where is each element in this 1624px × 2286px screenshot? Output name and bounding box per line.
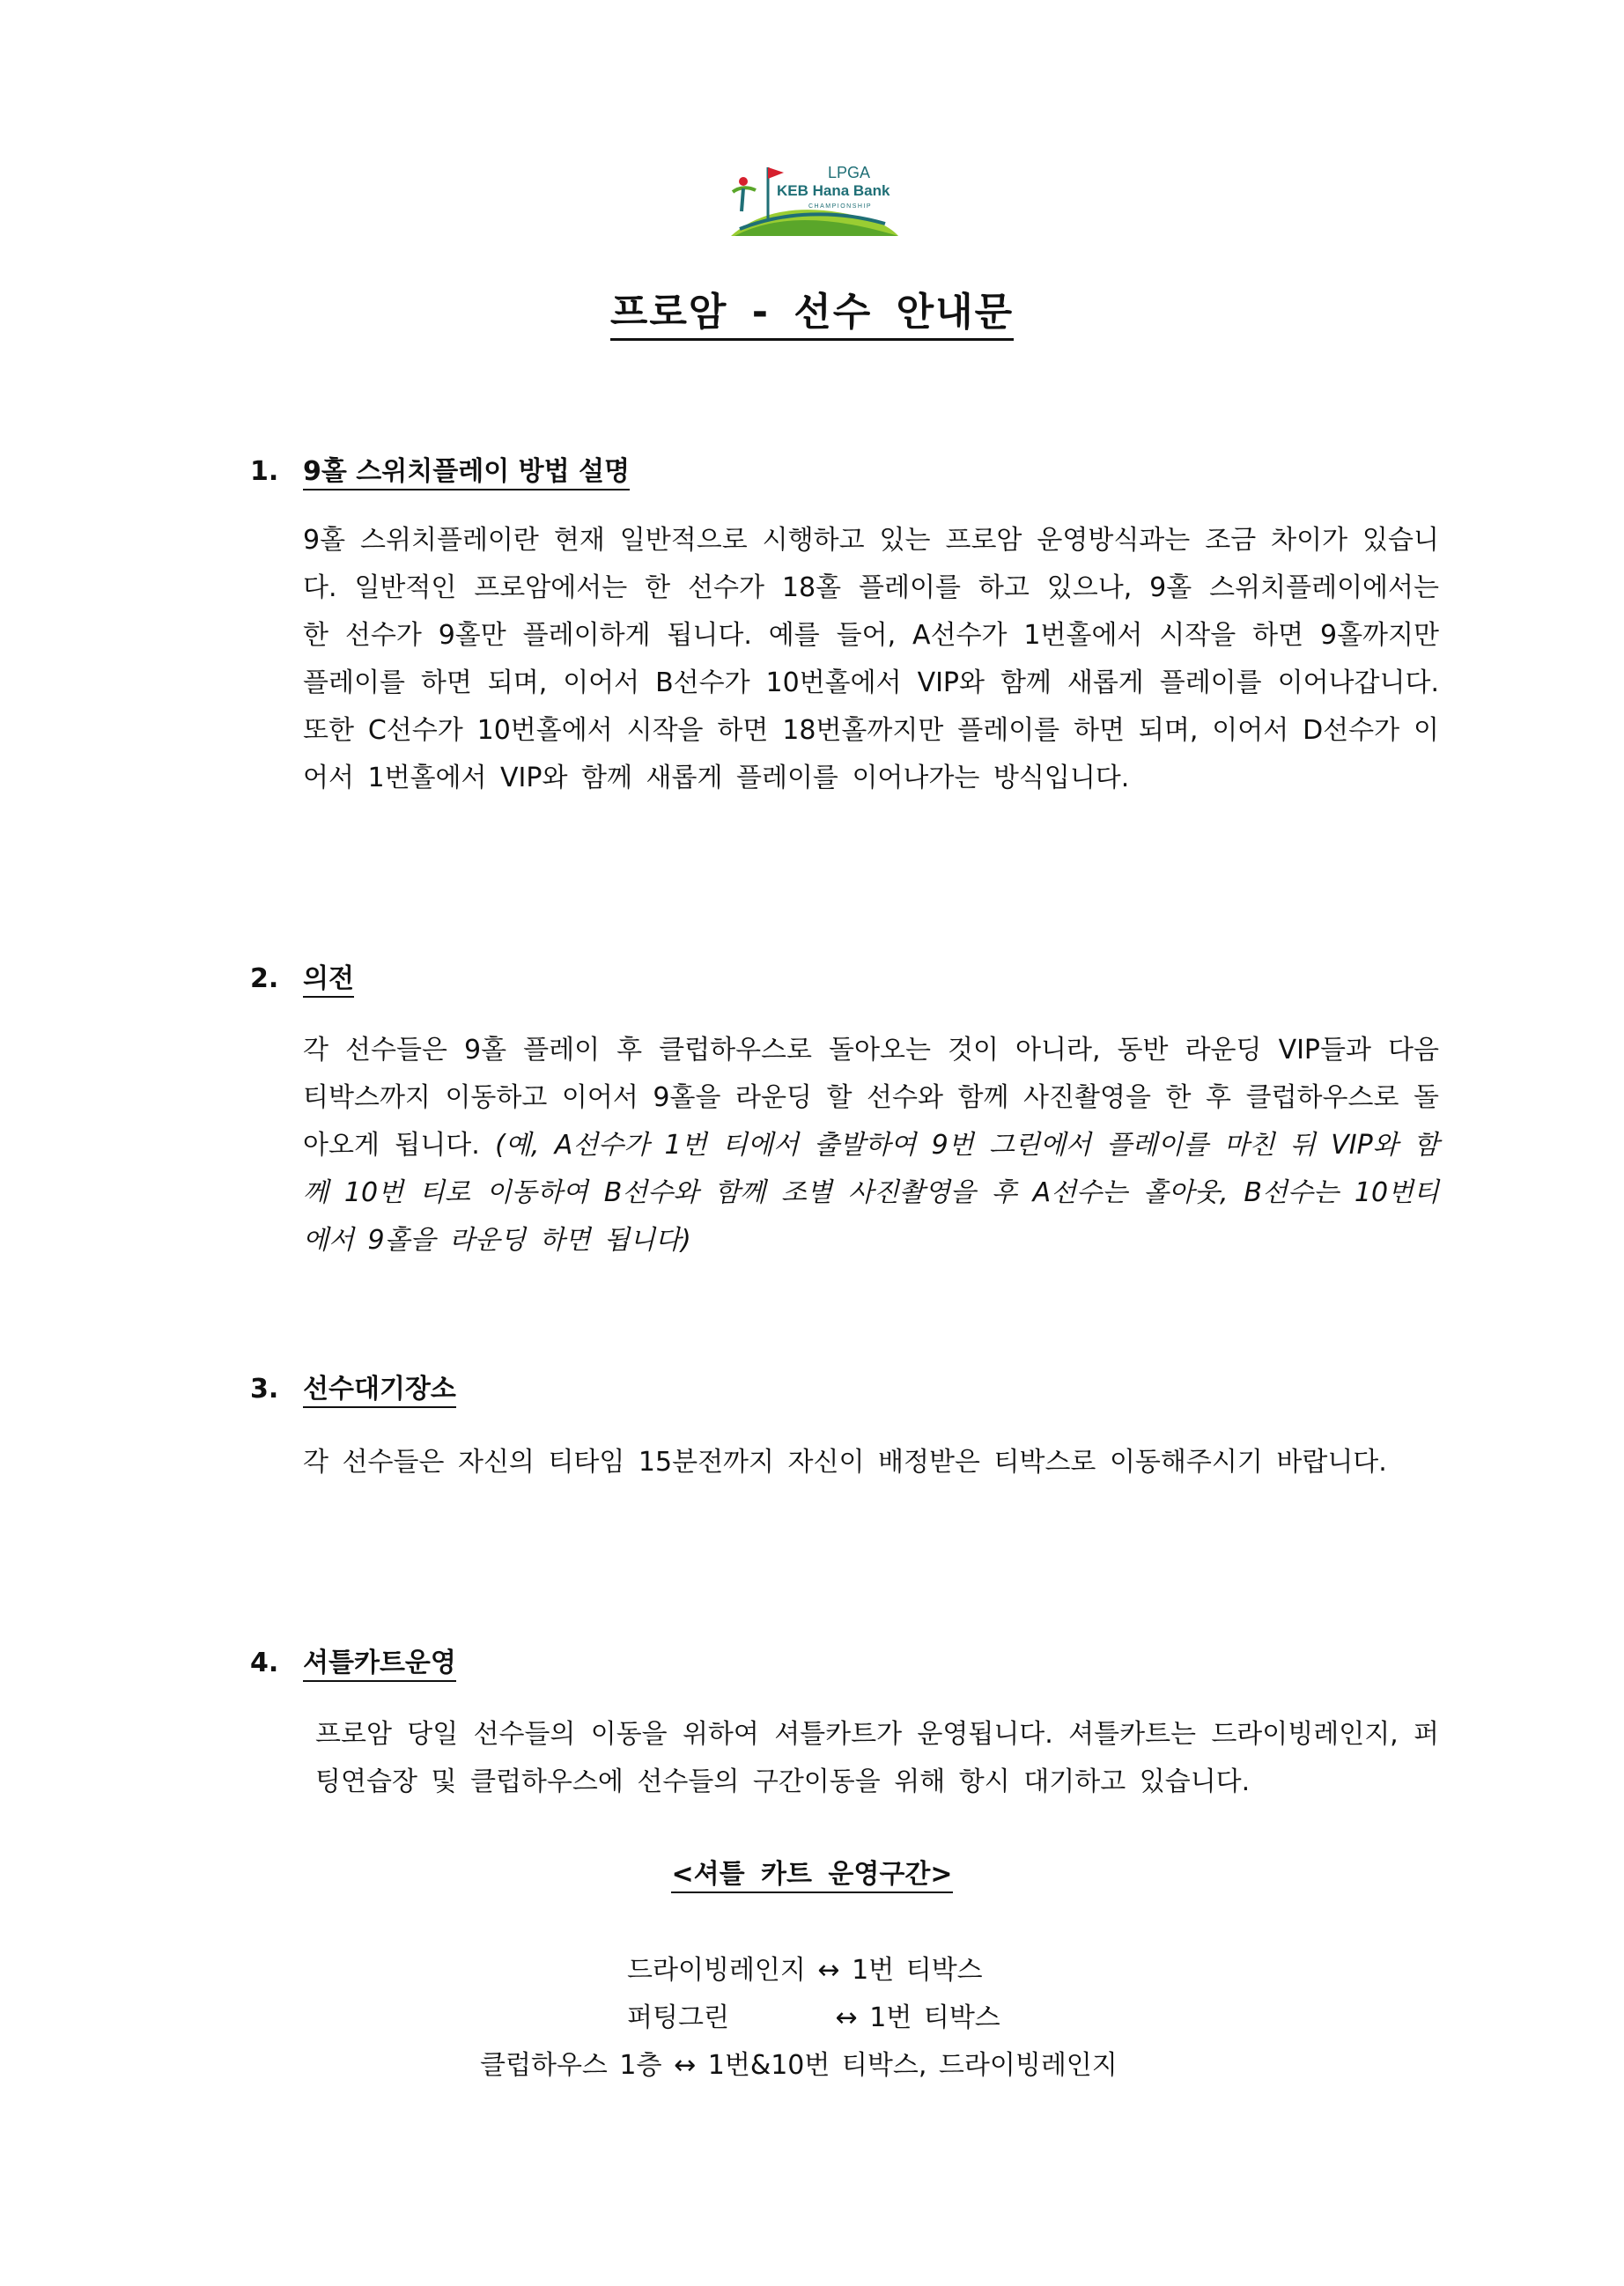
route-from: 퍼팅그린 xyxy=(627,2002,729,2033)
section-2-title: 의전 xyxy=(303,963,354,998)
route-arrow-icon: ↔ xyxy=(674,2050,697,2081)
logo-line1: LPGA xyxy=(828,164,871,181)
section-1-heading xyxy=(250,449,630,488)
section-3-title: 선수대기장소 xyxy=(303,1374,456,1408)
section-3-number: 3. xyxy=(250,1374,279,1405)
shuttle-routes-heading xyxy=(0,1852,1624,1891)
section-2-body-text: 각 선수들은 9홀 플레이 후 클럽하우스로 돌아오는 것이 아니라, 동반 라운딩 VIP들과 다음 티박스까지 이동하고 이어서 9홀을 라운딩 할 선수와 함께 사진촬영을 한 후 클럽하우스로 돌아오게 됩니다. xyxy=(303,1035,1439,1161)
route-arrow-icon: ↔ xyxy=(817,1955,840,1986)
section-3-heading xyxy=(250,1367,456,1405)
section-2-number: 2. xyxy=(250,963,279,994)
section-2-body xyxy=(303,1027,1439,1265)
logo-line3: CHAMPIONSHIP xyxy=(808,203,873,210)
section-1-title: 9홀 스위치플레이 방법 설명 xyxy=(303,456,630,490)
section-3-body: 각 선수들은 자신의 티타임 15분전까지 자신이 배정받은 티박스로 이동해주시기 바랍니다. xyxy=(303,1447,1387,1478)
route-row xyxy=(480,2043,1118,2082)
route-from: 클럽하우스 1층 xyxy=(480,2050,662,2081)
section-4-body: 프로암 당일 선수들의 이동을 위하여 셔틀카트가 운영됩니다. 셔틀카트는 드라이빙레인지, 퍼팅연습장 및 클럽하우스에 선수들의 구간이동을 위해 항시 대기하고 있습니다. xyxy=(315,1719,1439,1797)
route-to: 1번&10번 티박스, 드라이빙레인지 xyxy=(707,2050,1118,2081)
route-row xyxy=(627,1995,1000,2034)
section-4-title: 셔틀카트운영 xyxy=(303,1648,456,1682)
shuttle-routes-heading-text: <셔틀 카트 운영구간> xyxy=(671,1859,952,1893)
logo-line2: KEB Hana Bank xyxy=(777,182,890,199)
section-4-number: 4. xyxy=(250,1648,279,1678)
section-1-body: 9홀 스위치플레이란 현재 일반적으로 시행하고 있는 프로암 운영방식과는 조금 차이가 있습니다. 일반적인 프로암에서는 한 선수가 18홀 플레이를 하고 있으나, 9홀 스위치플레이에서는 한 선수가 9홀만 플레이하게 됩니다. 예를 들어, A선수가 1번홀에서 시작을 하면 9홀까지만 플레이를 하면 되며, 이어서 B선수가 10번홀에서 VIP와 함께 새롭게 플레이를 이어나갑니다. 또한 C선수가 10번홀에서 시작을 하면 18번홀까지만 플레이를 하면 되며, 이어서 D선수가 이어서 1번홀에서 VIP와 함께 새롭게 플레이를 이어나가는 방식입니다. xyxy=(303,525,1439,793)
lpga-keb-hanabank-logo xyxy=(722,150,907,247)
page-title xyxy=(0,280,1624,336)
section-2-example: (예, A선수가 1번 티에서 출발하여 9번 그린에서 플레이를 마친 뒤 VIP와 함께 10번 티로 이동하여 B선수와 함께 조별 사진촬영을 후 A선수는 홀아웃, B선수는 10번티에서 9홀을 라운딩 하면 됩니다) xyxy=(303,1130,1440,1256)
route-arrow-icon: ↔ xyxy=(835,2002,858,2033)
section-2-heading xyxy=(250,956,354,995)
logo-graphic xyxy=(722,150,907,247)
section-1-number: 1. xyxy=(250,456,279,487)
page-title-text: 프로암 - 선수 안내문 xyxy=(610,290,1014,341)
section-4-heading xyxy=(250,1641,456,1679)
route-from: 드라이빙레인지 xyxy=(627,1955,806,1986)
route-to: 1번 티박스 xyxy=(852,1955,983,1986)
route-to: 1번 티박스 xyxy=(869,2002,1000,2033)
route-row xyxy=(627,1948,983,1987)
